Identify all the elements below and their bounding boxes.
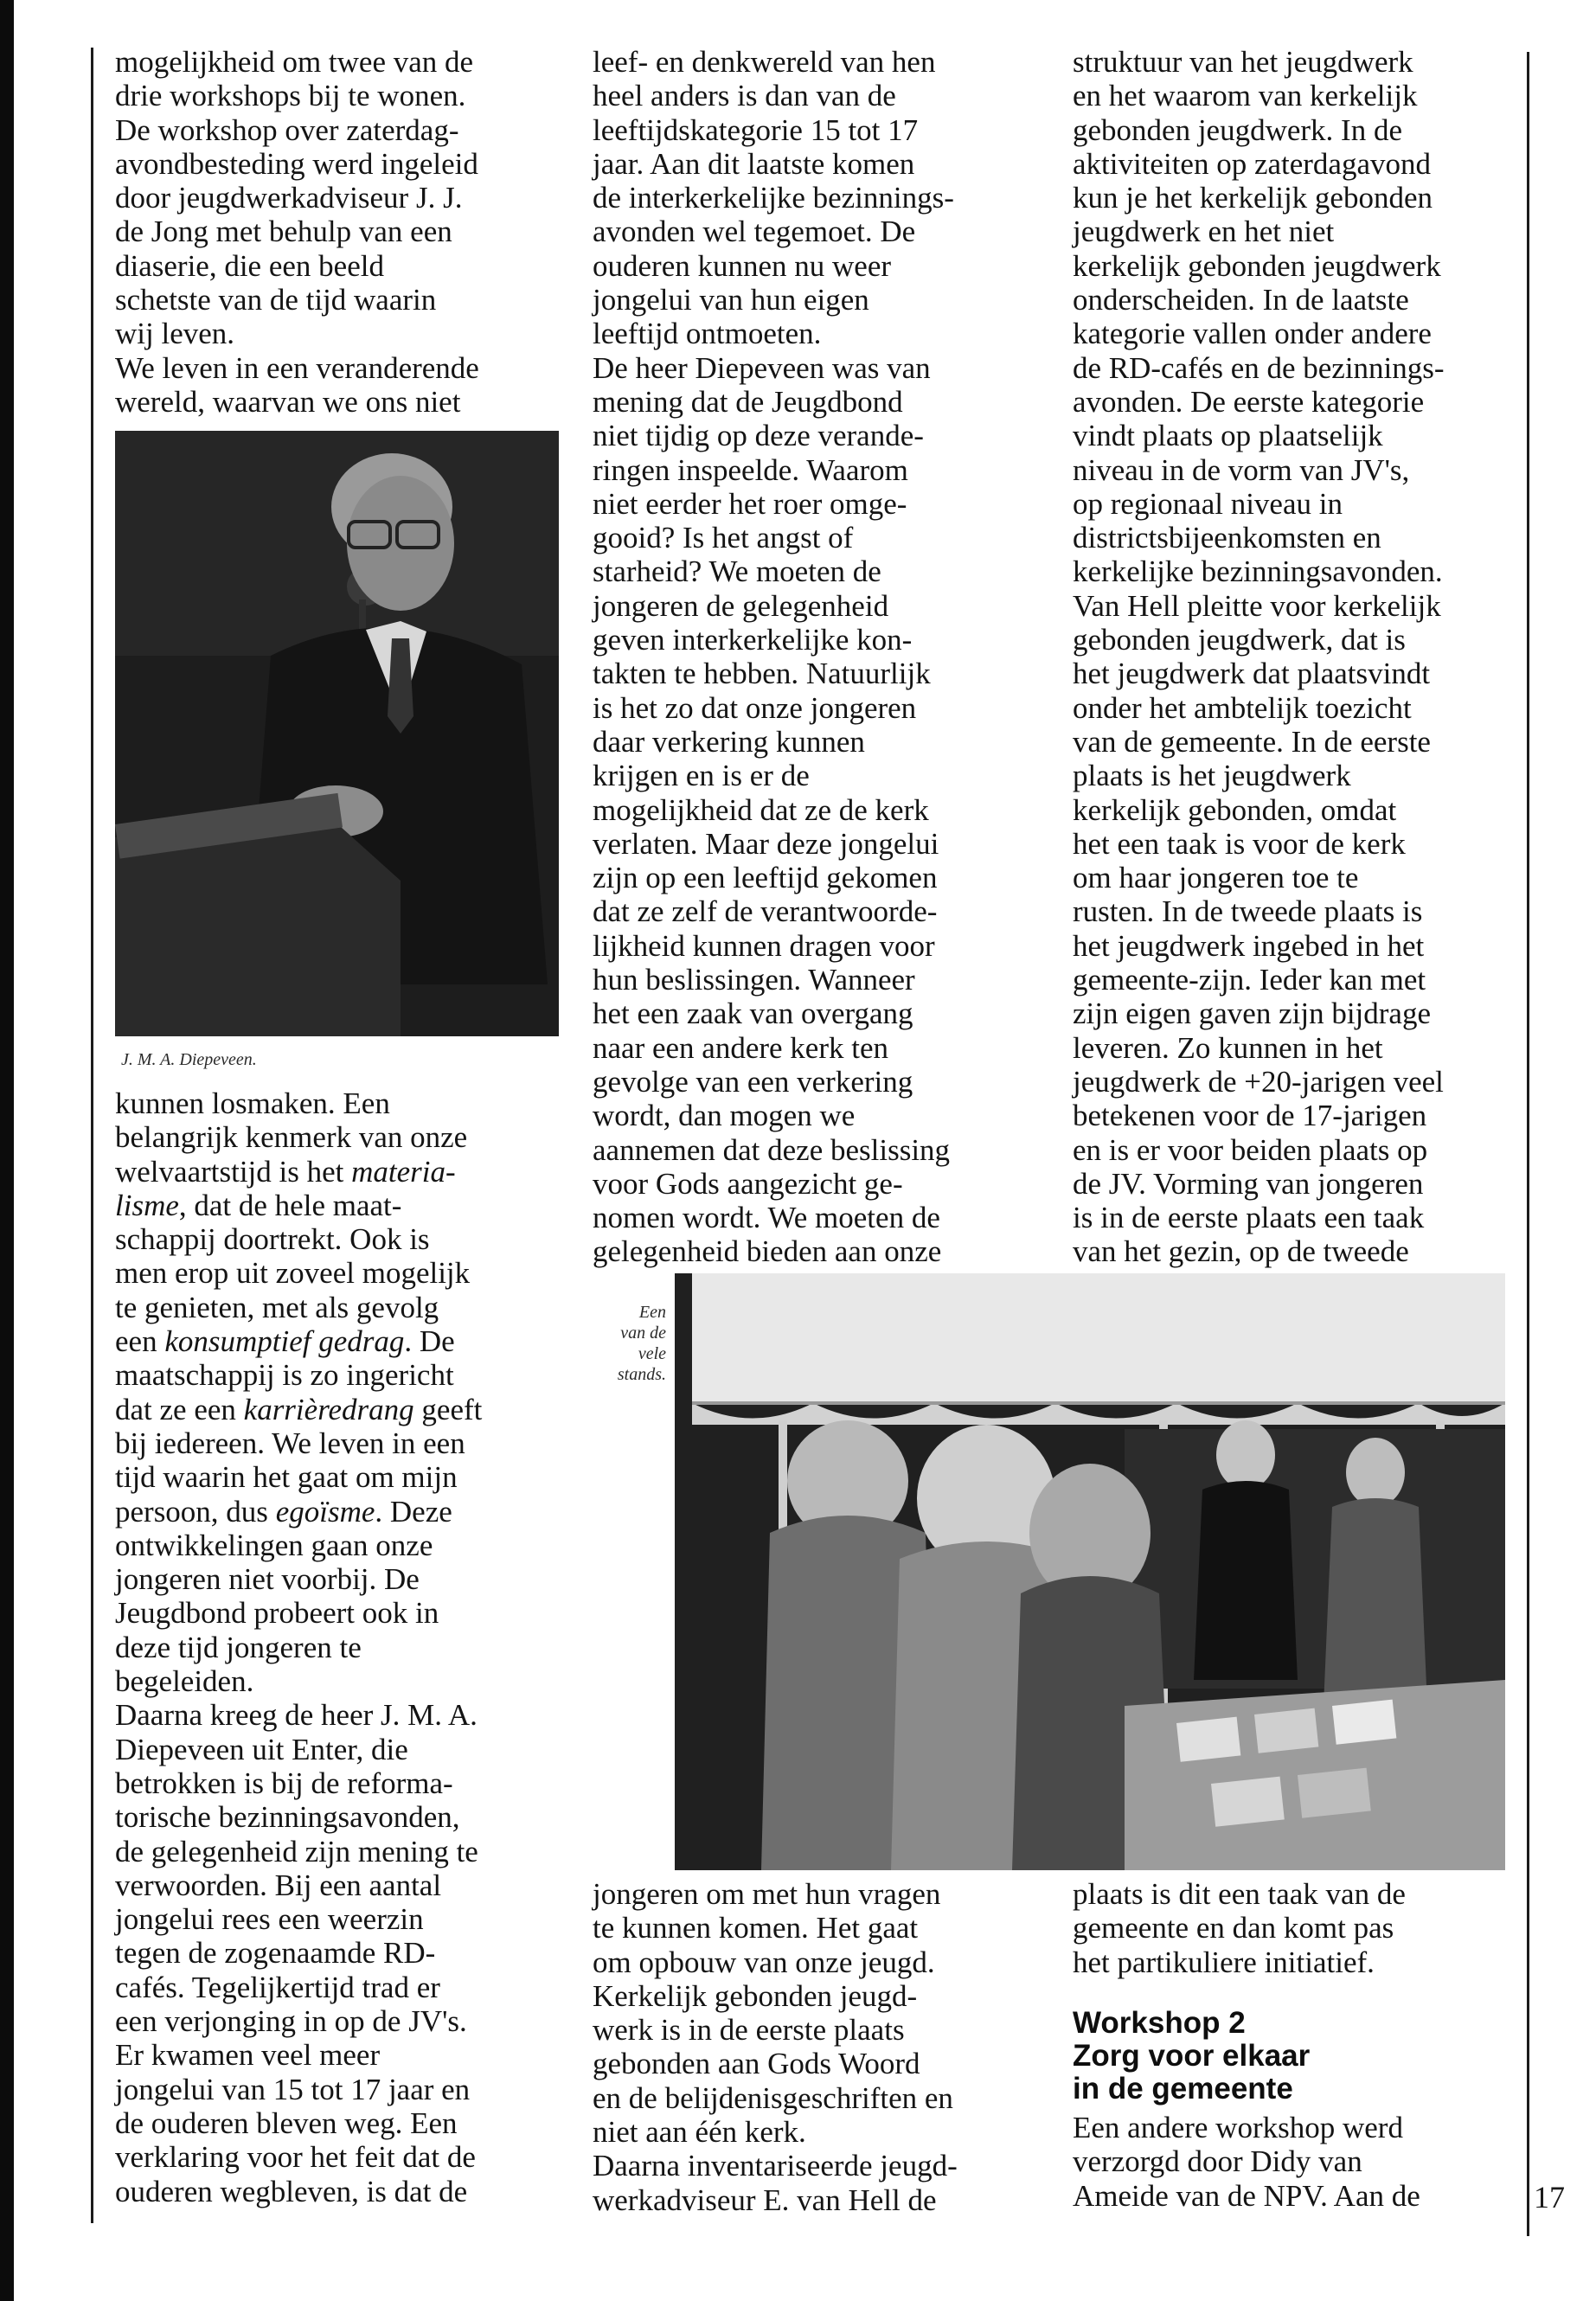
text-line: diaserie, die een beeld xyxy=(115,248,384,283)
text-line: wordt, dan mogen we xyxy=(593,1099,856,1133)
text-line: plaats is het jeugdwerk xyxy=(1073,759,1351,793)
text-line: een verjonging in op de JV's. xyxy=(115,2004,467,2039)
text-line: mogelijkheid om twee van de xyxy=(115,45,474,79)
text-line: men erop uit zoveel mogelijk xyxy=(115,1256,471,1291)
text-line: maatschappij is zo ingericht xyxy=(115,1358,454,1393)
text-line: betrokken is bij de reforma- xyxy=(115,1766,453,1800)
text-line: districtsbijeenkomsten en xyxy=(1073,521,1381,555)
text-line: geven interkerkelijke kon- xyxy=(593,623,913,657)
text-line: kerkelijk gebonden jeugdwerk xyxy=(1073,248,1441,283)
text-line: ringen inspeelde. Waarom xyxy=(593,452,908,487)
text-line: schetste van de tijd waarin xyxy=(115,283,437,317)
text-line: Daarna inventariseerde jeugd- xyxy=(593,2149,958,2183)
text-line: De workshop over zaterdag- xyxy=(115,112,459,147)
column-rule-left xyxy=(91,48,93,2223)
text-line: de interkerkelijke bezinnings- xyxy=(593,181,954,215)
text-line: het partikuliere initiatief. xyxy=(1073,1945,1375,1979)
text-line: Van Hell pleitte voor kerkelijk xyxy=(1073,588,1441,623)
text-line: de JV. Vorming van jongeren xyxy=(1073,1166,1424,1201)
text-line: ontwikkelingen gaan onze xyxy=(115,1528,433,1562)
text-line: jongeren niet voorbij. De xyxy=(115,1562,420,1597)
text-line: jongelui rees een weerzin xyxy=(115,1902,424,1937)
column-2-bottom xyxy=(593,1877,1025,2217)
text-line: belangrijk kenmerk van onze xyxy=(115,1120,468,1155)
text-line: avonden. De eerste kategorie xyxy=(1073,384,1425,419)
text-line: verlaten. Maar deze jongelui xyxy=(593,826,939,861)
text-line: ouderen kunnen nu weer xyxy=(593,248,892,283)
text-line: schappij doortrekt. Ook is xyxy=(115,1222,430,1257)
text-line: het jeugdwerk ingebed in het xyxy=(1073,928,1425,963)
text-line: bij iedereen. We leven in een xyxy=(115,1426,465,1460)
text-line: starheid? We moeten de xyxy=(593,554,881,589)
text-line: heel anders is dan van de xyxy=(593,79,896,113)
text-line: is het zo dat onze jongeren xyxy=(593,690,917,725)
text-line: We leven in een veranderende xyxy=(115,350,479,385)
text-line: leeftijd ontmoeten. xyxy=(593,317,822,351)
text-line: daar verkering kunnen xyxy=(593,724,865,759)
text-line: de ouderen bleven weg. Een xyxy=(115,2106,458,2140)
text-line: struktuur van het jeugdwerk xyxy=(1073,45,1413,79)
text-line: onder het ambtelijk toezicht xyxy=(1073,690,1412,725)
text-line: aannemen dat deze beslissing xyxy=(593,1132,951,1167)
text-line: mening dat de Jeugdbond xyxy=(593,384,903,419)
text-line: hun beslissingen. Wanneer xyxy=(593,963,915,997)
speaker-photo xyxy=(115,431,559,1036)
column-rule-right xyxy=(1527,52,1529,2236)
page-edge xyxy=(0,0,14,2301)
text-line: gemeente en dan komt pas xyxy=(1073,1911,1394,1945)
text-line: niveau in de vorm van JV's, xyxy=(1073,452,1410,487)
text-line: voor Gods aangezicht ge- xyxy=(593,1166,903,1201)
text-line: wij leven. xyxy=(115,317,235,351)
text-line: Diepeveen uit Enter, die xyxy=(115,1732,408,1766)
text-line: jeugdwerk en het niet xyxy=(1073,215,1335,249)
text-line: gelegenheid bieden aan onze xyxy=(593,1234,942,1269)
text-line: jongeren de gelegenheid xyxy=(593,588,889,623)
text-line: Kerkelijk gebonden jeugd- xyxy=(593,1978,918,2013)
column-1-top xyxy=(115,45,548,419)
text-line: door jeugdwerkadviseur J. J. xyxy=(115,181,463,215)
text-line: gebonden jeugdwerk. In de xyxy=(1073,112,1402,147)
text-line: kun je het kerkelijk gebonden xyxy=(1073,181,1433,215)
text-line: vindt plaats op plaatselijk xyxy=(1073,419,1383,453)
text-line: te kunnen komen. Het gaat xyxy=(593,1911,919,1945)
text-line: drie workshops bij te wonen. xyxy=(115,79,466,113)
text-line: kerkelijke bezinningsavonden. xyxy=(1073,554,1443,589)
text-line: jongelui van 15 tot 17 jaar en xyxy=(115,2072,471,2106)
text-line: Jeugdbond probeert ook in xyxy=(115,1596,439,1631)
text-line: op regionaal niveau in xyxy=(1073,486,1343,521)
text-line: verwoorden. Bij een aantal xyxy=(115,1868,442,1902)
text-line: het een taak is voor de kerk xyxy=(1073,826,1406,861)
text-line: niet aan één kerk. xyxy=(593,2115,806,2150)
text-line: en is er voor beiden plaats op xyxy=(1073,1132,1428,1167)
text-line: gevolge van een verkering xyxy=(593,1064,913,1099)
text-line: Een andere workshop werd xyxy=(1073,2111,1403,2144)
text-line: leveren. Zo kunnen in het xyxy=(1073,1030,1383,1065)
text-line: dat ze een karrièredrang geeft xyxy=(115,1392,483,1426)
text-line: lisme, dat de hele maat- xyxy=(115,1188,402,1222)
text-line: deze tijd jongeren te xyxy=(115,1630,362,1664)
text-line: om opbouw van onze jeugd. xyxy=(593,1945,935,1979)
text-line: torische bezinningsavonden, xyxy=(115,1800,460,1835)
text-line: leeftijdskategorie 15 tot 17 xyxy=(593,112,919,147)
text-line: kerkelijk gebonden, omdat xyxy=(1073,792,1397,827)
text-line: aktiviteiten op zaterdagavond xyxy=(1073,146,1432,181)
column-3-after-heading xyxy=(1073,2111,1522,2213)
speaker-photo-caption: J. M. A. Diepeveen. xyxy=(121,1050,257,1069)
text-line: begeleiden. xyxy=(115,1664,254,1699)
text-line: werkadviseur E. van Hell de xyxy=(593,2182,937,2217)
text-line: jaar. Aan dit laatste komen xyxy=(593,146,915,181)
text-line: Er kwamen veel meer xyxy=(115,2038,381,2073)
text-line: cafés. Tegelijkertijd trad er xyxy=(115,1970,440,2004)
text-line: zijn eigen gaven zijn bijdrage xyxy=(1073,997,1432,1031)
text-line: nomen wordt. We moeten de xyxy=(593,1201,940,1235)
text-line: naar een andere kerk ten xyxy=(593,1030,889,1065)
text-line: niet eerder het roer omge- xyxy=(593,486,907,521)
text-line: jeugdwerk de +20-jarigen veel xyxy=(1073,1064,1444,1099)
stands-photo-caption: Een van de vele stands. xyxy=(617,1303,666,1384)
text-line: kunnen losmaken. Een xyxy=(115,1086,390,1120)
text-line: persoon, dus egoïsme. Deze xyxy=(115,1494,452,1529)
text-line: avondbesteding werd ingeleid xyxy=(115,146,478,181)
text-line: jongelui van hun eigen xyxy=(593,283,869,317)
text-line: gebonden aan Gods Woord xyxy=(593,2047,920,2081)
text-line: en de belijdenisgeschriften en xyxy=(593,2080,953,2115)
text-line: rusten. In de tweede plaats is xyxy=(1073,894,1423,929)
text-line: de Jong met behulp van een xyxy=(115,215,452,249)
text-line: te genieten, met als gevolg xyxy=(115,1290,439,1324)
column-3-top xyxy=(1073,45,1522,1269)
text-line: onderscheiden. In de laatste xyxy=(1073,283,1409,317)
text-line: niet tijdig op deze verande- xyxy=(593,419,924,453)
text-line: zijn op een leeftijd gekomen xyxy=(593,861,938,895)
text-line: gooid? Is het angst of xyxy=(593,521,854,555)
text-line: het een zaak van overgang xyxy=(593,997,913,1031)
text-line: gebonden jeugdwerk, dat is xyxy=(1073,623,1406,657)
text-line: gemeente-zijn. Ieder kan met xyxy=(1073,963,1426,997)
text-line: van het gezin, op de tweede xyxy=(1073,1234,1409,1269)
column-1-middle xyxy=(115,1086,548,2208)
text-line: takten te hebben. Natuurlijk xyxy=(593,657,931,691)
text-line: welvaartstijd is het materia- xyxy=(115,1154,456,1189)
text-line: lijkheid kunnen dragen voor xyxy=(593,928,935,963)
column-2-top xyxy=(593,45,1025,1269)
page-number: 17 xyxy=(1534,2180,1565,2214)
text-line: verklaring voor het feit dat de xyxy=(115,2140,476,2175)
text-line: een konsumptief gedrag. De xyxy=(115,1324,455,1359)
text-line: het jeugdwerk dat plaatsvindt xyxy=(1073,657,1431,691)
section-heading: Workshop 2 Zorg voor elkaar in de gemeente xyxy=(1073,2006,1311,2106)
text-line: jongeren om met hun vragen xyxy=(593,1877,941,1911)
text-line: kategorie vallen onder andere xyxy=(1073,317,1432,351)
text-line: werk is in de eerste plaats xyxy=(593,2013,905,2048)
text-line: de gelegenheid zijn mening te xyxy=(115,1834,478,1868)
text-line: De heer Diepeveen was van xyxy=(593,350,931,385)
text-line: de RD-cafés en de bezinnings- xyxy=(1073,350,1445,385)
text-line: mogelijkheid dat ze de kerk xyxy=(593,792,929,827)
text-line: leef- en denkwereld van hen xyxy=(593,45,936,79)
text-line: krijgen en is er de xyxy=(593,759,810,793)
text-line: van de gemeente. In de eerste xyxy=(1073,724,1431,759)
text-line: is in de eerste plaats een taak xyxy=(1073,1201,1425,1235)
text-line: betekenen voor de 17-jarigen xyxy=(1073,1099,1427,1133)
text-line: en het waarom van kerkelijk xyxy=(1073,79,1418,113)
text-line: tijd waarin het gaat om mijn xyxy=(115,1460,458,1495)
text-line: plaats is dit een taak van de xyxy=(1073,1877,1406,1911)
text-line: avonden wel tegemoet. De xyxy=(593,215,916,249)
text-line: tegen de zogenaamde RD- xyxy=(115,1936,436,1971)
text-line: verzorgd door Didy van xyxy=(1073,2144,1362,2179)
text-line: ouderen wegbleven, is dat de xyxy=(115,2174,468,2208)
stands-photo xyxy=(675,1273,1505,1870)
text-line: wereld, waarvan we ons niet xyxy=(115,384,461,419)
text-line: dat ze zelf de verantwoorde- xyxy=(593,894,938,929)
text-line: Daarna kreeg de heer J. M. A. xyxy=(115,1698,478,1733)
text-line: Ameide van de NPV. Aan de xyxy=(1073,2178,1420,2213)
text-line: om haar jongeren toe te xyxy=(1073,861,1359,895)
column-3-bottom xyxy=(1073,1877,1522,1979)
